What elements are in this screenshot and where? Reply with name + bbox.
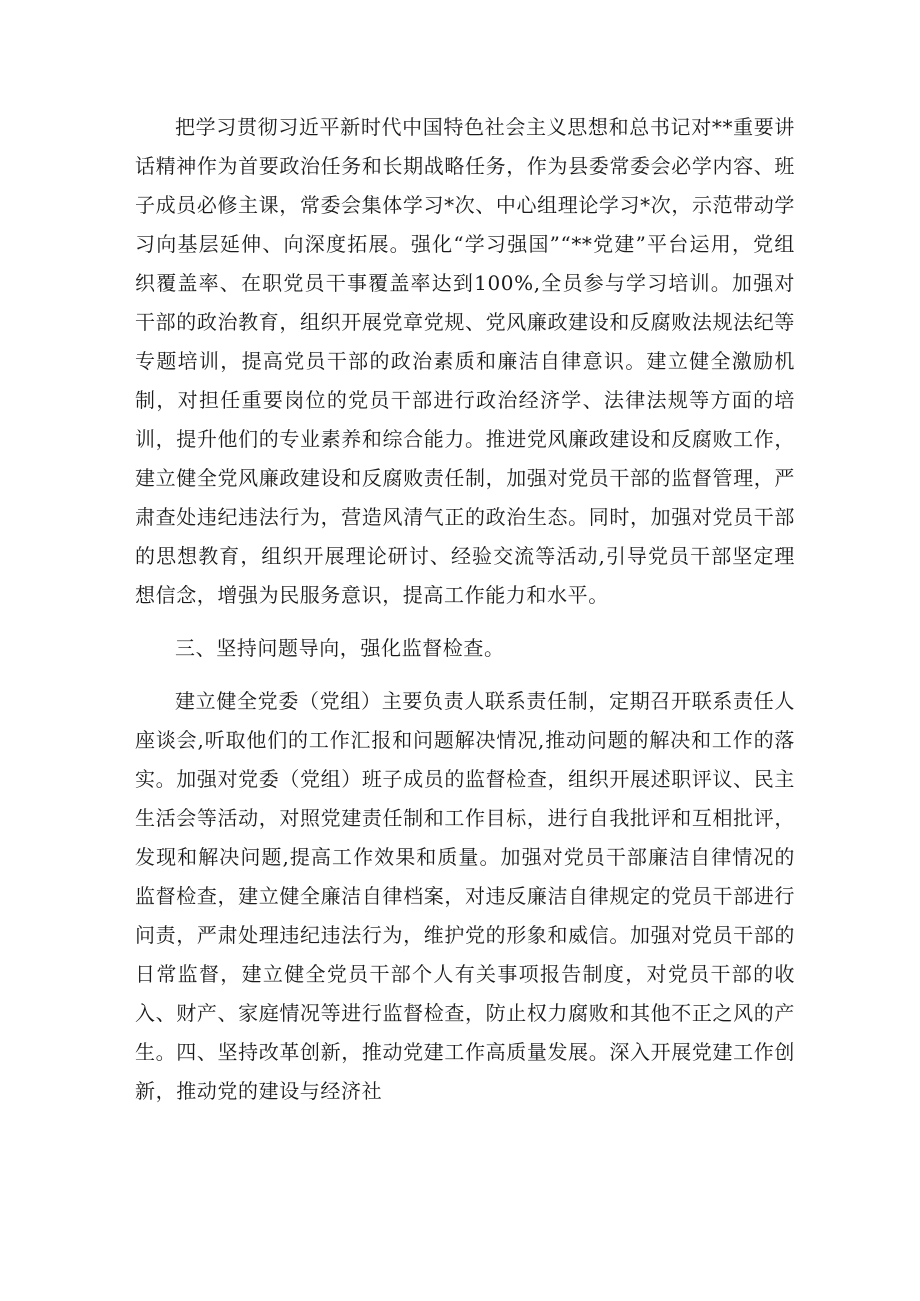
body-paragraph-2: 建立健全党委（党组）主要负责人联系责任制，定期召开联系责任人座谈会,听取他们的工作汇报和问题解决情况,推动问题的解决和工作的落实。加强对党委（党组）班子成员的监督检查，组织开展述职评议、民主生活会等活动，对照党建责任制和工作目标，进行自我批评和互相批评，发现和解决问题,提高工作效果和质量。加强对党员干部廉洁自律情况的监督检查，建立健全廉洁自律档案，对违反廉洁自律规定的党员干部进行问责，严肃处理违纪违法行为，维护党的形象和威信。加强对党员干部的日常监督，建立健全党员干部个人有关事项报告制度，对党员干部的收入、财产、家庭情况等进行监督检查，防止权力腐败和其他不正之风的产生。四、坚持改革创新，推动党建工作高质量发展。深入开展党建工作创新，推动党的建设与经济社 <box>135 689 795 1103</box>
document-body <box>135 108 795 1111</box>
section-heading-3: 三、坚持问题导向，强化监督检查。 <box>175 636 505 660</box>
body-paragraph-1: 把学习贯彻习近平新时代中国特色社会主义思想和总书记对**重要讲话精神作为首要政治任务和长期战略任务，作为县委常委会必学内容、班子成员必修主课，常委会集体学习*次、中心组理论学习*次，示范带动学习向基层延伸、向深度拓展。强化“学习强国”“**党建”平台运用，党组织覆盖率、在职党员干事覆盖率达到100%,全员参与学习培训。加强对干部的政治教育，组织开展党章党规、党风廉政建设和反腐败法规法纪等专题培训，提高党员干部的政治素质和廉洁自律意识。建立健全激励机制，对担任重要岗位的党员干部进行政治经济学、法律法规等方面的培训，提升他们的专业素养和综合能力。推进党风廉政建设和反腐败工作，建立健全党风廉政建设和反腐败责任制，加强对党员干部的监督管理，严肃查处违纪违法行为，营造风清气正的政治生态。同时，加强对党员干部的思想教育，组织开展理论研讨、经验交流等活动,引导党员干部坚定理想信念，增强为民服务意识，提高工作能力和水平。 <box>135 115 795 607</box>
